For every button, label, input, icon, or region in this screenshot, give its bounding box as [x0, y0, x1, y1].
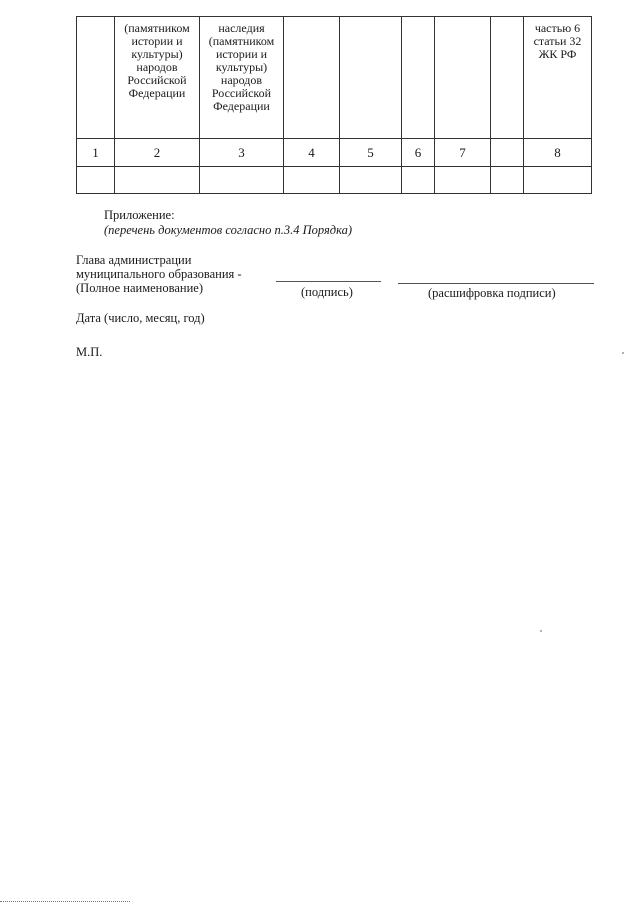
header-cell-5: [340, 17, 402, 139]
header-cell-2: (памятником истории и культуры) народов Российской Федерации: [115, 17, 200, 139]
empty-cell: [284, 167, 340, 194]
scan-speck: [540, 630, 542, 632]
table-empty-row: [77, 167, 592, 194]
head-title-line2: муниципального образования -: [76, 267, 242, 281]
decode-line: [398, 283, 594, 284]
attachment-note: (перечень документов согласно п.3.4 Порядка): [104, 223, 353, 237]
header-cell-8: [491, 17, 524, 139]
number-cell: 8: [524, 139, 592, 167]
date-label: Дата (число, месяц, год): [76, 311, 205, 325]
empty-cell: [524, 167, 592, 194]
empty-cell: [435, 167, 491, 194]
number-cell: 6: [402, 139, 435, 167]
number-cell: 3: [200, 139, 284, 167]
signature-caption: (подпись): [301, 285, 353, 299]
scan-artifact-line: [0, 901, 130, 902]
empty-cell: [200, 167, 284, 194]
document-table: [76, 16, 592, 194]
table-number-row: [77, 139, 592, 167]
number-cell: [491, 139, 524, 167]
scan-speck: [622, 352, 624, 354]
number-cell: 4: [284, 139, 340, 167]
header-cell-4: [284, 17, 340, 139]
number-cell: 5: [340, 139, 402, 167]
number-cell: 7: [435, 139, 491, 167]
decode-caption: (расшифровка подписи): [428, 286, 556, 300]
head-title-line3: (Полное наименование): [76, 281, 203, 295]
signature-line: [276, 281, 381, 282]
header-cell-3: наследия (памятником истории и культуры) народов Российской Федерации: [200, 17, 284, 139]
header-cell-7: [435, 17, 491, 139]
empty-cell: [77, 167, 115, 194]
empty-cell: [115, 167, 200, 194]
number-cell: 1: [77, 139, 115, 167]
table-header-row: [77, 17, 592, 139]
empty-cell: [491, 167, 524, 194]
head-title-line1: Глава администрации: [76, 253, 192, 267]
header-cell-1: [77, 17, 115, 139]
header-cell-9: частью 6 статьи 32 ЖК РФ: [524, 17, 592, 139]
empty-cell: [402, 167, 435, 194]
number-cell: 2: [115, 139, 200, 167]
stamp-label: М.П.: [76, 345, 103, 359]
attachment-label: Приложение:: [104, 208, 175, 222]
header-cell-6: [402, 17, 435, 139]
empty-cell: [340, 167, 402, 194]
